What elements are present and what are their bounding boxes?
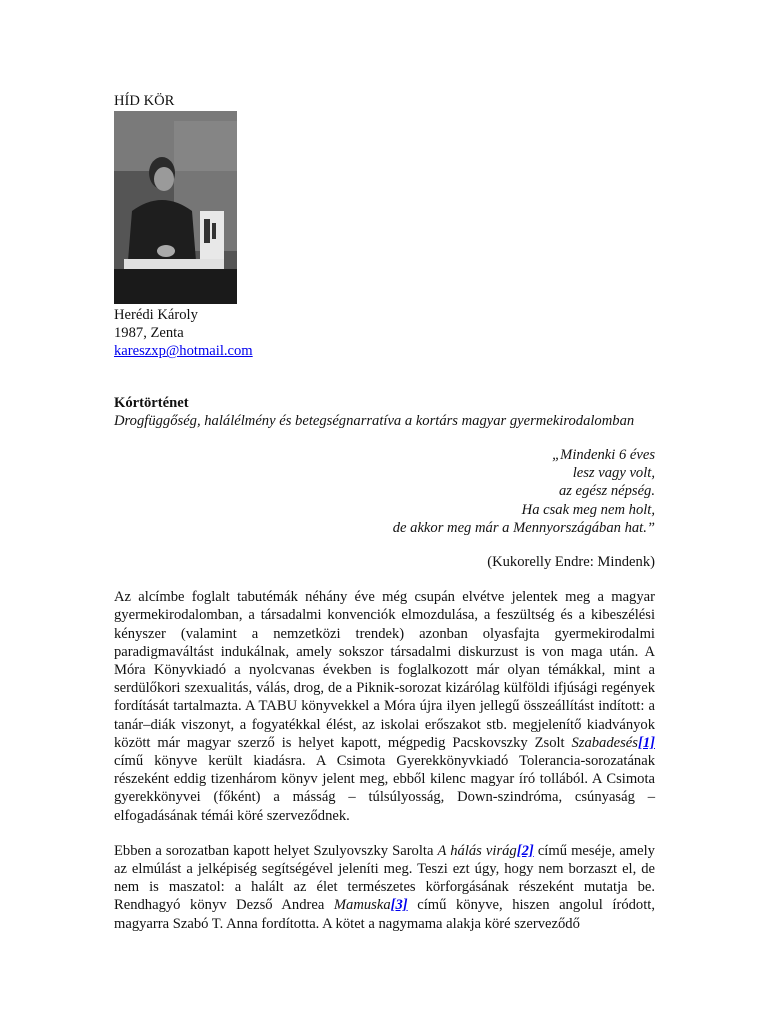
section-title: Kórtörténet — [114, 394, 189, 411]
author-email-link[interactable]: kareszxp@hotmail.com — [114, 343, 253, 360]
author-info — [114, 306, 655, 361]
paragraph-text: című könyve került kiadásra. A Csimota Gyerekkönyvkiadó Tolerancia-sorozatának részeként eddig tizenhárom könyv jelent meg, ebből kilenc magyar író tollából. A Csimota gyerekkönyvei (főként) a másság – túlsúlyosság, Down-szindróma, csúnyaság – elfogadásának témái köré szerveződnek. — [114, 752, 655, 824]
author-name: Herédi Károly — [114, 307, 198, 323]
epigraph-poem — [114, 446, 655, 537]
author-birth: 1987, Zenta — [114, 325, 184, 342]
epigraph-citation: (Kukorelly Endre: Mindenk) — [487, 553, 655, 570]
article-section — [114, 394, 655, 430]
author-portrait-photo — [114, 111, 237, 304]
poem-line: „Mindenki 6 éves — [552, 446, 655, 463]
poem-line: Ha csak meg nem holt, — [521, 501, 655, 518]
article-subtitle: Drogfüggőség, halálélmény és betegségnarratíva a kortárs magyar gyermekirodalomban — [114, 412, 635, 429]
header-title: HÍD KÖR — [114, 93, 175, 109]
paragraph-text: Az alcímbe foglalt tabutémák néhány éve még csupán elvétve jelentek meg a magyar gyermekirodalomban, a társadalmi konvenciók elmozdulása, a feszültség és a kibeszélési kényszer (valamint a nemzetközi trendek) azonban olyasfajta gyermekirodalmi paradigmaváltást indukálnak, amely sokszor társadalmi diskurzust is von maga után. A Móra Könyvkiadó a nyolcvanas években is foglalkozott már olyan témákkal, mint a serdülőkori szexualitás, válás, drog, de a Piknik-sorozat kizárólag külföldi ifjúsági regények fordítását tartalmazta. A TABU könyvekkel a Móra újra ilyen jellegű összeállítást indított: a tanár–diák viszonyt, a fogyatékkal élést, az iskolai erőszakot stb. megjelenítő kiadványok között már magyar szerző is helyet kapott, mégpedig Pacskovszky Zsolt — [114, 589, 655, 751]
poem-line: lesz vagy volt, — [572, 465, 655, 482]
poem-line: az egész népség. — [558, 483, 655, 500]
poem-line: de akkor meg már a Mennyországában hat.” — [392, 519, 655, 536]
portrait-drawing — [114, 111, 237, 304]
footnote-link[interactable]: [1] — [637, 734, 655, 751]
book-title: Mamuska — [333, 897, 391, 914]
footnote-link[interactable]: [3] — [390, 897, 408, 914]
paragraph-text: című meséje, amely az elmúlást a jelképiség segítségével jeleníti meg. Teszi ezt úgy, hogy nem borzaszt el, de nem is maszatol: a halált az élet természetes körforgásának részeként mutatja be. Rendhagyó könyv Dezső Andrea — [114, 842, 655, 914]
book-title: Szabadesés — [571, 734, 638, 751]
footnote-link[interactable]: [2] — [516, 842, 534, 859]
paragraph-1 — [114, 588, 655, 825]
paragraph-text: Ebben a sorozatban kapott helyet Szulyovszky Sarolta — [114, 842, 438, 859]
document-page — [114, 92, 655, 933]
paragraph-2 — [114, 842, 655, 933]
book-title: A hálás virág — [437, 842, 517, 859]
paragraph-text: című könyve, hiszen angolul íródott, magyarra Szabó T. Anna fordította. A kötet a nagymama alakja köré szerveződő — [114, 897, 655, 932]
